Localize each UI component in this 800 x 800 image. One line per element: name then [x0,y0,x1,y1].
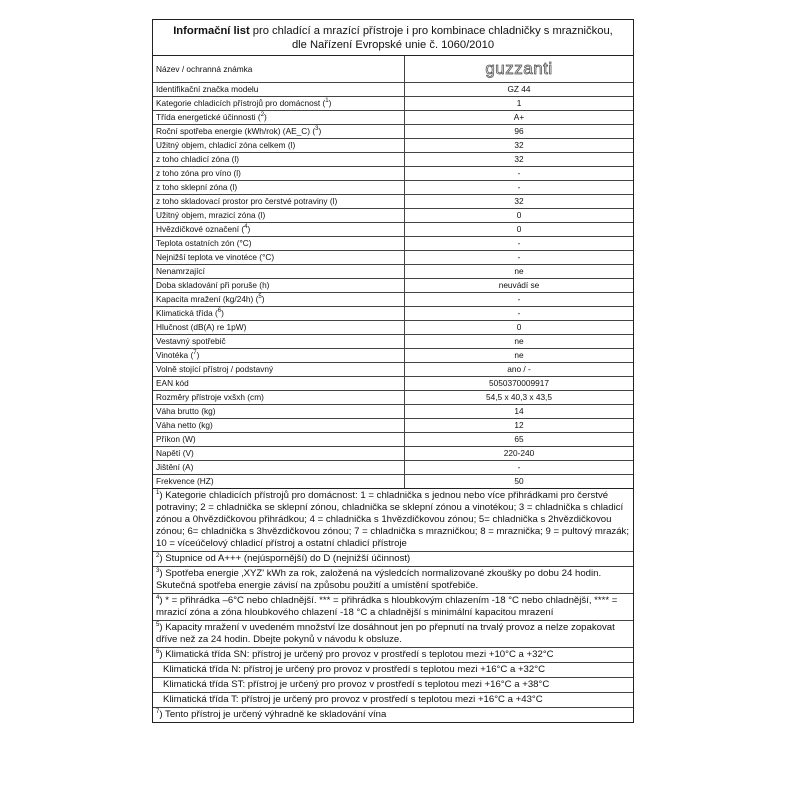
spec-label: Hlučnost (dB(A) re 1pW) [153,321,405,334]
spec-row [153,167,633,181]
spec-value: 0 [516,322,522,332]
footnote: Klimatická třída N: přístroj je určený pro provoz v prostředí s teplotou mezi +16°C a +32°C [153,663,633,678]
spec-value: - [517,252,521,262]
spec-row [153,279,633,293]
spec-row [153,237,633,251]
spec-value: GZ 44 [507,84,531,94]
spec-value: ano / - [507,364,531,374]
spec-label: Kategorie chladicích přístrojů pro domácnost ($^1$) [153,97,405,110]
spec-value: 32 [514,140,524,150]
spec-row [153,419,633,433]
footnote: $^5$) Kapacity mražení v uvedeném množství lze dosáhnout jen po přepnutí na trvalý provoz a nelze zopakovat dříve než za 24 hodin. Dbejte pokynů v návodu k obsluze. [153,621,633,648]
guzzanti-logo [469,58,569,80]
spec-value: - [517,238,521,248]
spec-value: 96 [514,126,524,136]
spec-value: 54,5 x 40,3 x 43,5 [486,392,552,402]
spec-row [153,447,633,461]
footnote: $^2$) Stupnice od A+++ (nejúspornější) do D (nejnižší účinnost) [153,552,633,567]
footnote: $^3$) Spotřeba energie ‚XYZ' kWh za rok, založená na výsledcích normalizované zkoušky po dobu 24 hodin. Skutečná spotřeba energie závisí na způsobu použití a umístění spotřebiče. [153,567,633,594]
brand-row [153,56,633,83]
spec-value: - [517,182,521,192]
brand-label: Název / ochranná známka [153,56,405,82]
spec-label: z toho zóna pro víno (l) [153,167,405,180]
footnote: $^4$) * = přihrádka –6°C nebo chladnější. *** = přihrádka s hloubkovým chlazením -18 °C nebo chladnější, **** = mrazicí zóna a zóna hloubkového chlazení -18 °C a chladnější s minimální kapacitou mrazení [153,594,633,621]
spec-row [153,139,633,153]
spec-value: - [517,462,521,472]
spec-label: Identifikační značka modelu [153,83,405,96]
spec-rows [153,83,633,489]
spec-row [153,405,633,419]
spec-label: Napětí (V) [153,447,405,460]
spec-row [153,293,633,307]
spec-row [153,391,633,405]
spec-label: Rozměry přístroje vxšxh (cm) [153,391,405,404]
spec-label: Jištění (A) [153,461,405,474]
spec-value: - [517,294,521,304]
footnote: Klimatická třída ST: přístroj je určený pro provoz v prostředí s teplotou mezi +16°C a +38°C [153,678,633,693]
spec-row [153,349,633,363]
spec-label: Vestavný spotřebič [153,335,405,348]
spec-label: Doba skladování při poruše (h) [153,279,405,292]
footnotes [153,489,633,722]
spec-value: - [517,168,521,178]
product-information-sheet [152,19,634,723]
spec-value: ne [514,266,524,276]
spec-row [153,181,633,195]
spec-label: Kapacita mražení (kg/24h) ($^5$) [153,293,405,306]
spec-row [153,461,633,475]
spec-value: neuvádí se [498,280,540,290]
title-bold: Informační list [173,25,250,37]
spec-row [153,321,633,335]
spec-value: 32 [514,196,524,206]
spec-value: 65 [514,434,524,444]
spec-value: A+ [513,112,525,122]
spec-value: 1 [516,98,522,108]
spec-label: EAN kód [153,377,405,390]
spec-row [153,377,633,391]
spec-value: 12 [514,420,524,430]
spec-value: ne [514,336,524,346]
spec-row [153,209,633,223]
spec-value: - [517,308,521,318]
spec-row [153,223,633,237]
spec-label: Třída energetické účinnosti ($^2$) [153,111,405,124]
spec-label: Nejnižší teplota ve vinotéce (°C) [153,251,405,264]
spec-label: Frekvence (HZ) [153,475,405,488]
spec-row [153,307,633,321]
spec-value: 0 [516,224,522,234]
spec-row [153,153,633,167]
footnote: $^1$) Kategorie chladicích přístrojů pro domácnost: 1 = chladnička s jednou nebo více přihrádkami pro čerstvé potraviny; 2 = chladnička se sklepní zónou, chladnička se sklepní zónou a vinotékou; 3 = chladnička s chladicí zónou a 0hvězdičkovou přihrádkou; 4 = chladnička s 1hvězdičkovou zónou; 5= chladnička s 2hvězdičkovou zónou; 6= chladnička s 3hvězdičkovou zónou; 7 = chladnička s mrazničkou; 8 = mraznička; 9 = pultový mrazák; 10 = víceúčelový chladicí přístroj a ostatní chladicí přístroje [153,489,633,552]
spec-label: Hvězdičkové označení ($^4$) [153,223,405,236]
spec-value: 220-240 [503,448,535,458]
spec-label: Teplota ostatních zón (°C) [153,237,405,250]
spec-value: 50 [514,476,524,486]
spec-row [153,83,633,97]
spec-label: z toho sklepní zóna (l) [153,181,405,194]
spec-label: Váha brutto (kg) [153,405,405,418]
spec-value: ne [514,350,524,360]
footnote: $^6$) Klimatická třída SN: přístroj je určený pro provoz v prostředí s teplotou mezi +10°C a +32°C [153,648,633,663]
spec-row [153,97,633,111]
spec-label: Užitný objem, mrazicí zóna (l) [153,209,405,222]
title-line2: dle Nařízení Evropské unie č. 1060/2010 [291,39,495,51]
spec-row [153,475,633,489]
footnote: Klimatická třída T: přístroj je určený pro provoz v prostředí s teplotou mezi +16°C a +43°C [153,693,633,708]
spec-label: Klimatická třída ($^6$) [153,307,405,320]
spec-label: z toho chladicí zóna (l) [153,153,405,166]
spec-row [153,111,633,125]
spec-row [153,195,633,209]
spec-row [153,335,633,349]
spec-label: Nenamrzající [153,265,405,278]
spec-label: Volně stojící přístroj / podstavný [153,363,405,376]
spec-value: 14 [514,406,524,416]
spec-label: Vinotéka ($^7$) [153,349,405,362]
spec-label: Váha netto (kg) [153,419,405,432]
sheet-title [153,20,633,56]
spec-label: Příkon (W) [153,433,405,446]
spec-row [153,363,633,377]
spec-row [153,125,633,139]
spec-label: z toho skladovací prostor pro čerstvé potraviny (l) [153,195,405,208]
svg-text:guzzanti: guzzanti [485,59,553,78]
footnote: $^7$) Tento přístroj je určený výhradně ke skladování vína [156,708,387,720]
spec-value: 0 [516,210,522,220]
title-rest: pro chladící a mrazící přístroje i pro kombinace chladničky s mrazničkou, [249,25,613,37]
brand-value [405,56,633,82]
spec-label: Užitný objem, chladicí zóna celkem (l) [153,139,405,152]
spec-row [153,251,633,265]
spec-row [153,265,633,279]
spec-row [153,433,633,447]
spec-label: Roční spotřeba energie (kWh/rok) (AE_C) ($^3$) [153,125,405,138]
spec-value: 5050370009917 [489,378,549,388]
spec-value: 32 [514,154,524,164]
